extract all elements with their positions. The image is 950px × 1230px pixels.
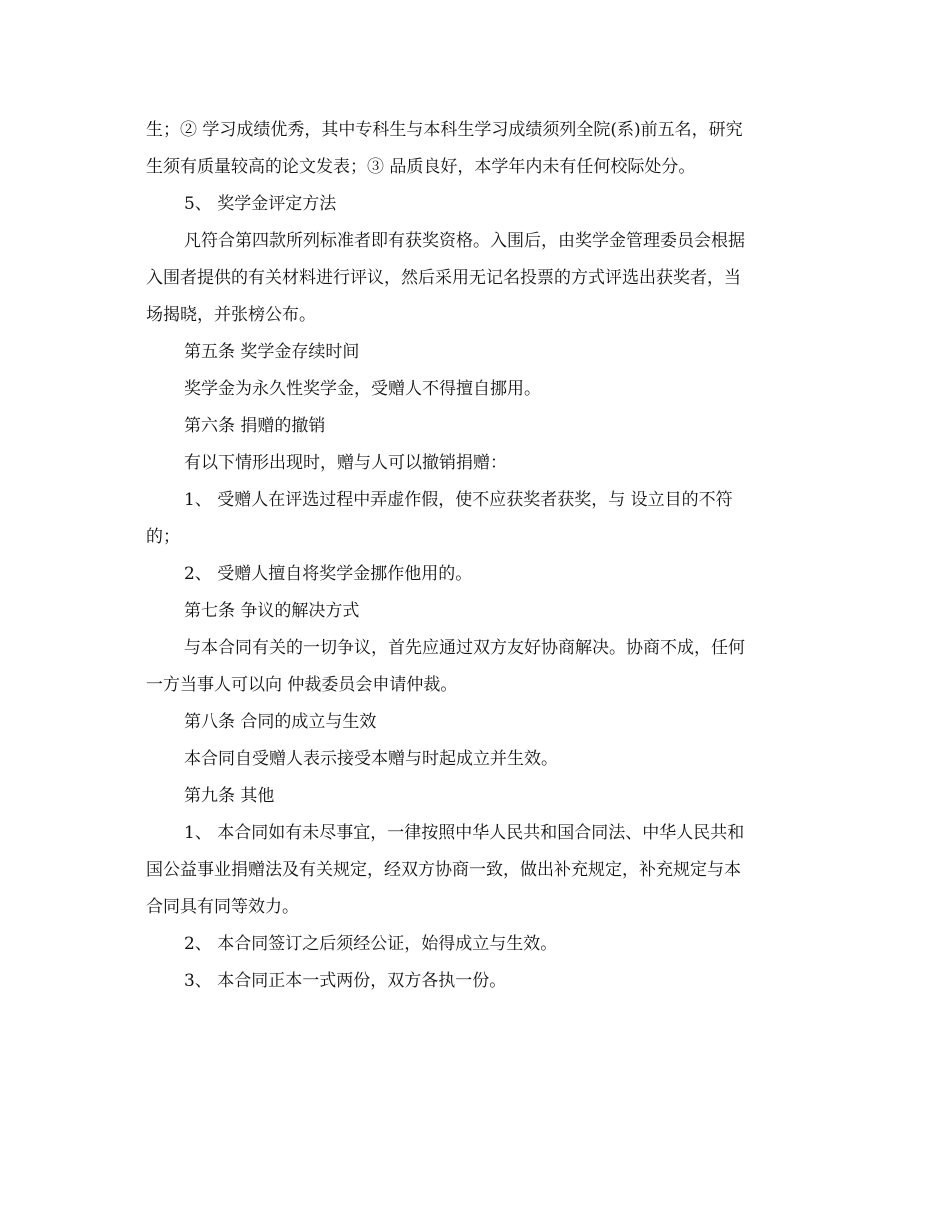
article-heading-duration (146, 334, 806, 371)
paragraph-effectiveness (146, 741, 806, 778)
article-heading-other (146, 778, 806, 815)
text-line: 有以下情形出现时，赠与人可以撤销捐赠： (184, 453, 507, 473)
text-line: 凡符合第四款所列标准者即有获奖资格。入围后，由奖学金管理委员会根据 (184, 231, 745, 251)
text-line: 第九条 其他 (184, 786, 275, 806)
text-line: 生；② 学习成绩优秀，其中专科生与本科生学习成绩须列全院(系)前五名，研究 (146, 120, 743, 140)
paragraph-revocation-intro (146, 445, 806, 482)
text-line: 国公益事业捐赠法及有关规定，经双方协商一致，做出补充规定，补充规定与本 (146, 860, 741, 880)
text-line: 5、 奖学金评定方法 (184, 194, 337, 214)
text-line: 第七条 争议的解决方式 (184, 601, 360, 621)
text-line: 场揭晓，并张榜公布。 (146, 305, 316, 325)
list-item-other-3 (146, 963, 806, 1000)
text-line: 2、 受赠人擅自将奖学金挪作他用的。 (184, 564, 473, 584)
text-line: 生须有质量较高的论文发表；③ 品质良好，本学年内未有任何校际处分。 (146, 157, 696, 177)
text-line: 本合同自受赠人表示接受本赠与时起成立并生效。 (184, 749, 558, 769)
document-body (146, 112, 806, 1000)
text-line: 的； (146, 527, 180, 547)
text-line: 第六条 捐赠的撤销 (184, 416, 326, 436)
list-item-other-2 (146, 926, 806, 963)
text-line: 3、 本合同正本一式两份，双方各执一份。 (184, 971, 507, 991)
text-line: 一方当事人可以向 仲裁委员会申请仲裁。 (146, 675, 458, 695)
text-line: 奖学金为永久性奖学金，受赠人不得擅自挪用。 (184, 379, 541, 399)
text-line: 第八条 合同的成立与生效 (184, 712, 377, 732)
paragraph-eligibility-criteria (146, 112, 806, 186)
paragraph-duration (146, 371, 806, 408)
list-item-other-1 (146, 815, 806, 926)
list-item-revocation-1 (146, 482, 806, 556)
text-line: 合同具有同等效力。 (146, 897, 299, 917)
paragraph-evaluation-method (146, 223, 806, 334)
text-line: 与本合同有关的一切争议，首先应通过双方友好协商解决。协商不成，任何 (184, 638, 745, 658)
text-line: 第五条 奖学金存续时间 (184, 342, 360, 362)
article-heading-dispute (146, 593, 806, 630)
text-line: 入围者提供的有关材料进行评议，然后采用无记名投票的方式评选出获奖者，当 (146, 268, 741, 288)
text-line: 2、 本合同签订之后须经公证，始得成立与生效。 (184, 934, 558, 954)
article-heading-revocation (146, 408, 806, 445)
article-heading-effectiveness (146, 704, 806, 741)
list-item-revocation-2 (146, 556, 806, 593)
section-heading-evaluation-method (146, 186, 806, 223)
paragraph-dispute (146, 630, 806, 704)
text-line: 1、 受赠人在评选过程中弄虚作假，使不应获奖者获奖，与 设立目的不符 (184, 490, 733, 510)
text-line: 1、 本合同如有未尽事宜，一律按照中华人民共和国合同法、中华人民共和 (184, 823, 745, 843)
